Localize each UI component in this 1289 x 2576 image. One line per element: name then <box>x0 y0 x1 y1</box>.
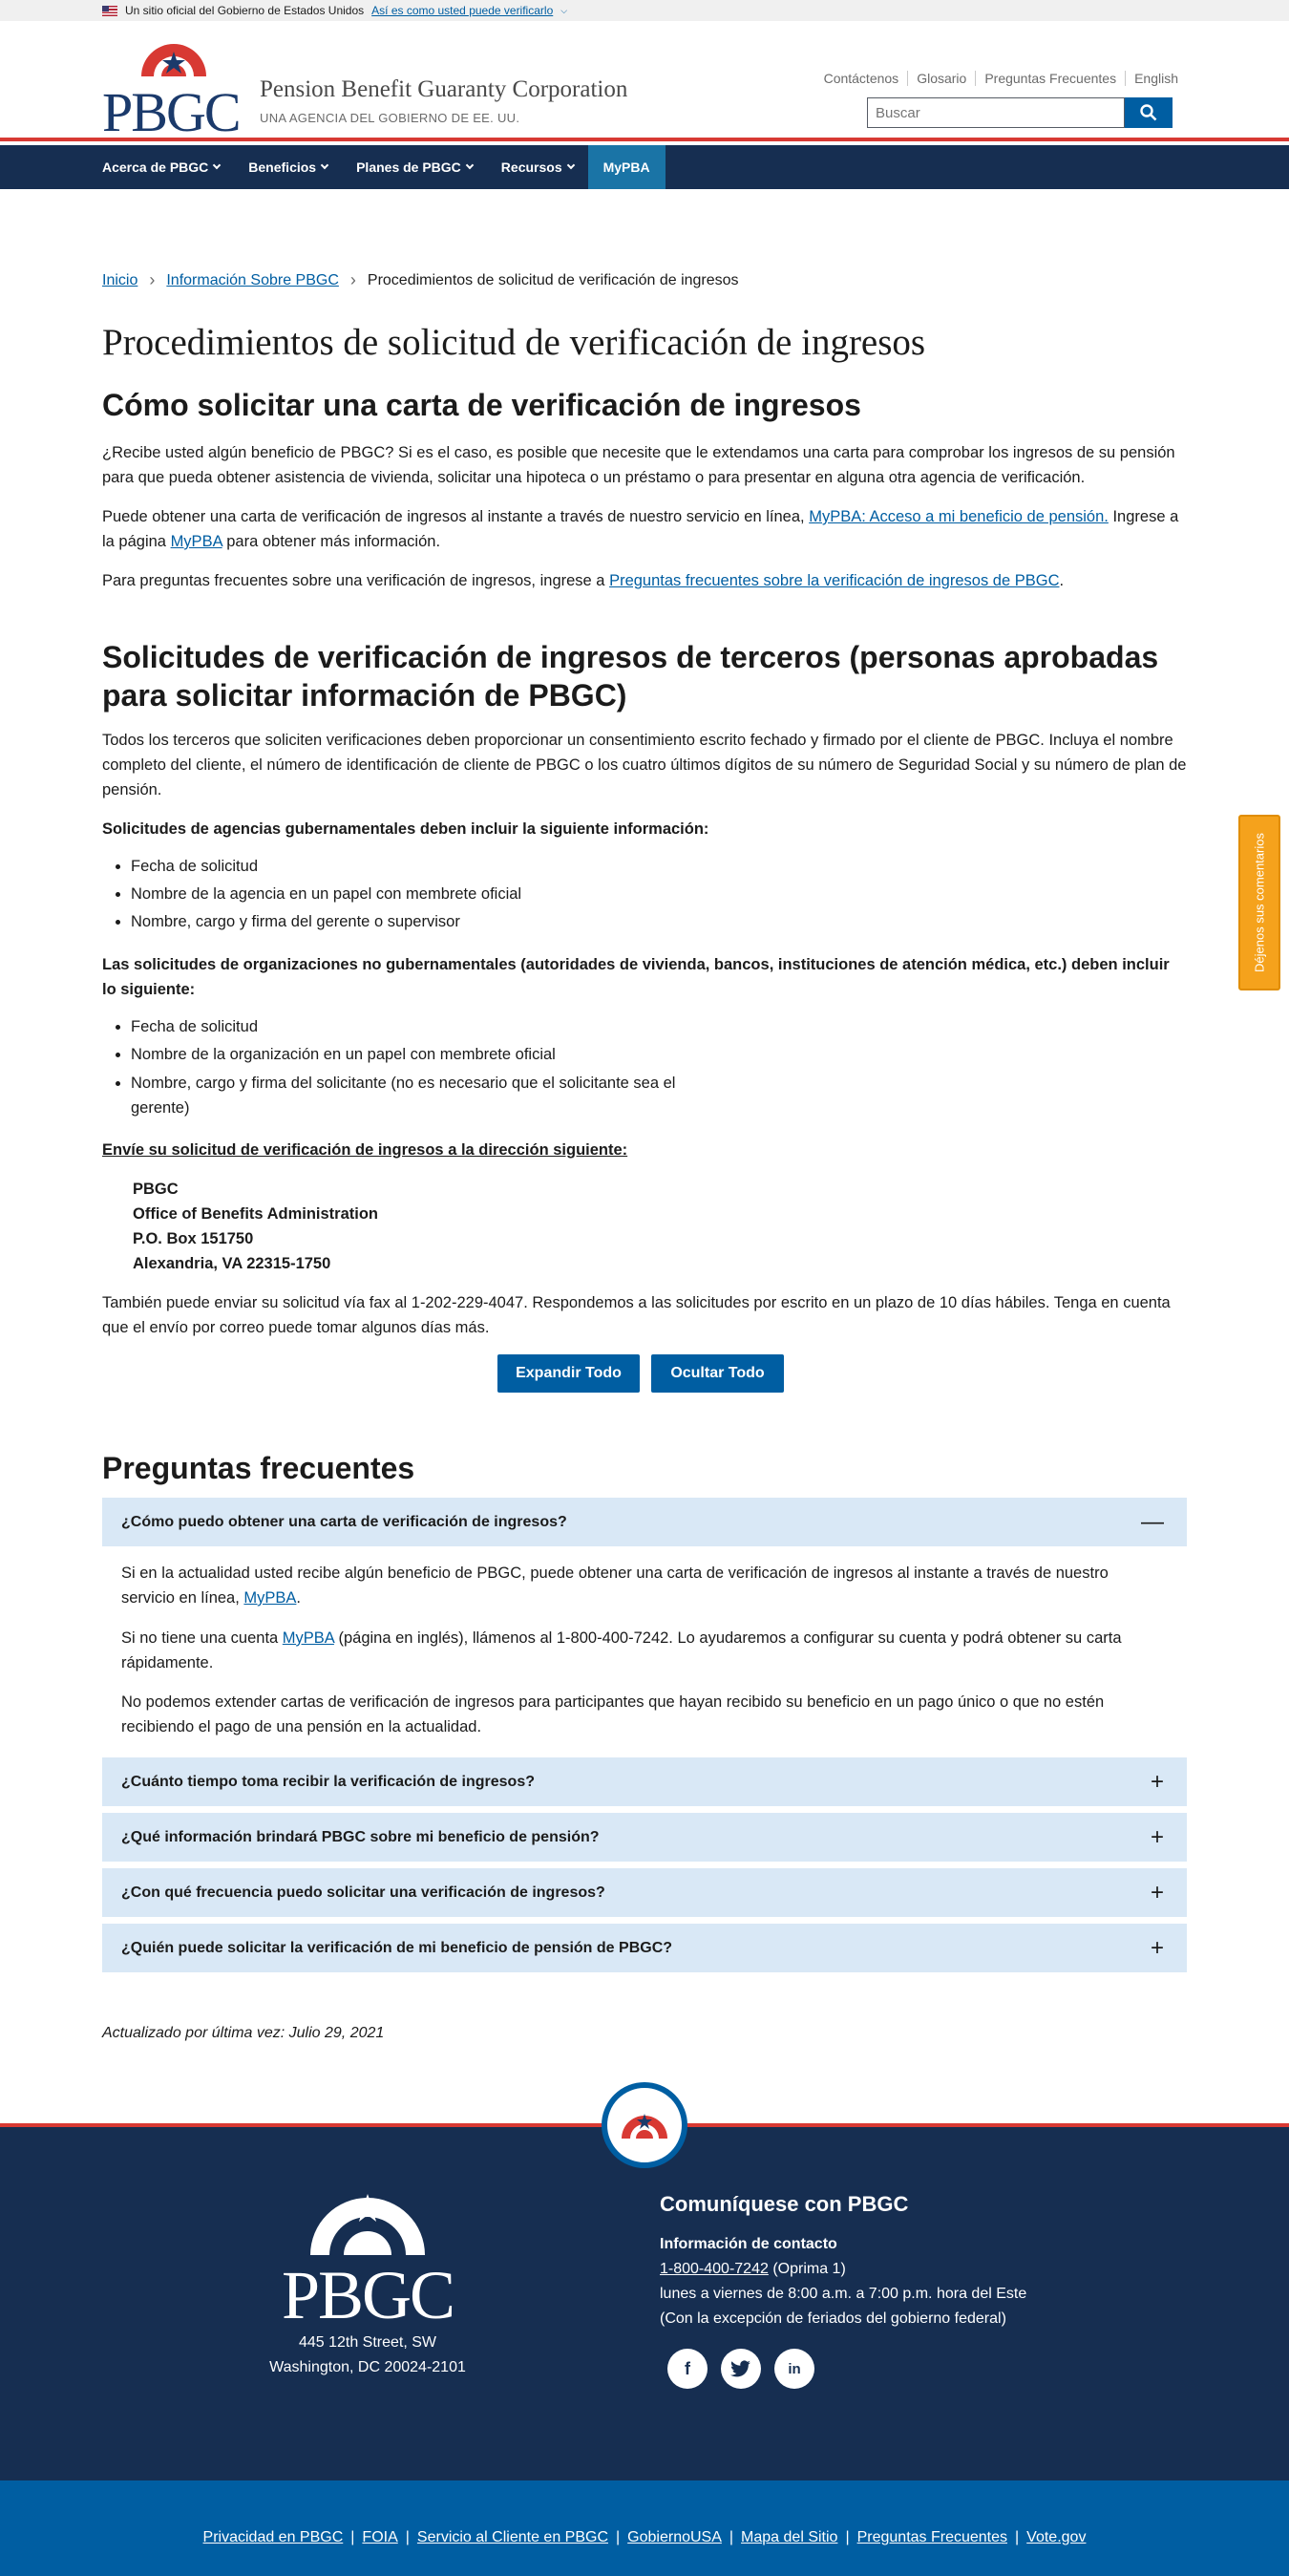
footer-logo-text: PBGC <box>281 2257 454 2333</box>
section-heading: Cómo solicitar una carta de verificación de ingresos <box>102 388 861 422</box>
nongov-requirements-label: Las solicitudes de organizaciones no gubernamentales (autoridades de vivienda, bancos, instituciones de atención médica, etc.) deben incluir lo siguiente: <box>102 956 1170 998</box>
send-address-label: Envíe su solicitud de verificación de ingresos a la dirección siguiente: <box>102 1141 628 1159</box>
nav-label: Acerca de PBGC <box>102 160 209 175</box>
gov-banner <box>0 0 1289 21</box>
agency-name[interactable]: Pension Benefit Guaranty Corporation <box>260 76 628 102</box>
paragraph <box>121 1626 1152 1675</box>
paragraph <box>121 1561 1152 1610</box>
footer-link-foia[interactable]: FOIA <box>362 2529 398 2545</box>
site-footer <box>0 2123 1289 2480</box>
footer-link-faq[interactable]: Preguntas Frecuentes <box>856 2529 1008 2545</box>
chevron-down-icon <box>466 161 474 169</box>
address-line: Alexandria, VA 22315-1750 <box>133 1255 331 1272</box>
nongov-requirements-list <box>131 1013 680 1120</box>
paragraph: Todos los terceros que soliciten verificaciones deben proporcionar un consentimiento escrito fechado y firmado por el cliente de PBGC. Incluya el nombre completo del cliente, el número de identificación de cliente de PBGC o los cuatro últimos dígitos de su número de Seguridad Social y su número de plan de pensión. <box>102 732 1187 798</box>
paragraph: No podemos extender cartas de verificación de ingresos para participantes que hayan recibido su beneficio en un pago único o que no estén recibiendo el pago de una pensión en la actualidad. <box>121 1693 1105 1735</box>
holidays-note: (Con la excepción de feriados del gobierno federal) <box>660 2310 1006 2327</box>
accordion-title: ¿Cómo puedo obtener una carta de verificación de ingresos? <box>121 1513 567 1530</box>
accordion-title: ¿Qué información brindará PBGC sobre mi beneficio de pensión? <box>121 1828 600 1845</box>
paragraph <box>102 568 1187 593</box>
accordion-title: ¿Con qué frecuencia puedo solicitar una verificación de ingresos? <box>121 1884 605 1901</box>
chevron-down-icon <box>213 161 221 169</box>
feedback-label: Déjenos sus comentarios <box>1252 833 1267 972</box>
phone-link[interactable]: 1-800-400-7242 <box>660 2261 769 2277</box>
us-flag-icon <box>102 6 117 16</box>
list-item: • Nombre de la organización en un papel con membrete oficial <box>131 1041 680 1069</box>
accordion-controls <box>497 1354 784 1393</box>
address-line: Office of Benefits Administration <box>133 1205 378 1223</box>
text: (página en inglés), llámenos al 1-800-400-7242. Lo ayudaremos a configurar su cuenta y podrá obtener su carta rápidamente. <box>121 1629 1122 1671</box>
breadcrumb <box>102 270 1187 290</box>
main-nav <box>0 145 1289 189</box>
feedback-tab[interactable] <box>1238 815 1280 990</box>
nav-label: Recursos <box>500 160 562 175</box>
nav-item-mypba[interactable] <box>588 145 666 189</box>
list-item: • Nombre, cargo y firma del gerente o supervisor <box>131 908 521 936</box>
search-button[interactable] <box>1125 97 1173 128</box>
footer-link-vote[interactable]: Vote.gov <box>1026 2529 1087 2545</box>
accordion-item[interactable] <box>102 1813 1187 1862</box>
chevron-down-icon[interactable]: ⌵ <box>560 5 568 15</box>
list-item: • Nombre de la agencia en un papel con membrete oficial <box>131 881 521 908</box>
chevron-down-icon <box>566 161 574 169</box>
gov-requirements-label: Solicitudes de agencias gubernamentales deben incluir la siguiente información: <box>102 820 709 838</box>
faq-heading: Preguntas frecuentes <box>102 1451 415 1485</box>
accordion-item[interactable] <box>102 1924 1187 1972</box>
util-link-faq[interactable]: Preguntas Frecuentes <box>975 71 1125 86</box>
text: para obtener más información. <box>222 533 441 550</box>
utility-links <box>815 71 1187 86</box>
text: . <box>296 1589 302 1607</box>
nav-label: MyPBA <box>602 160 650 175</box>
mypba-link[interactable]: MyPBA <box>282 1629 334 1647</box>
gov-banner-text: Un sitio oficial del Gobierno de Estados Unidos <box>125 4 365 17</box>
logo-text[interactable]: PBGC <box>102 81 240 143</box>
accordion-item[interactable] <box>102 1757 1187 1806</box>
nav-item-resources[interactable] <box>487 145 588 189</box>
site-header <box>0 21 1289 141</box>
text: Puede obtener una carta de verificación de ingresos al instante a través de nuestro servicio en línea, <box>102 508 810 525</box>
divider: | <box>405 2529 410 2545</box>
accordion-title: ¿Cuánto tiempo toma recibir la verificación de ingresos? <box>121 1773 535 1790</box>
footer-logo[interactable] <box>267 2190 468 2333</box>
footer-logo-mark-icon <box>267 2190 468 2257</box>
page-title: Procedimientos de solicitud de verificación de ingresos <box>102 322 926 363</box>
pbgc-mark-icon <box>618 2106 671 2144</box>
address-line: P.O. Box 151750 <box>133 1230 254 1247</box>
divider: | <box>350 2529 355 2545</box>
faq-income-link[interactable]: Preguntas frecuentes sobre la verificación de ingresos de PBGC <box>609 572 1060 589</box>
mailing-address <box>133 1177 378 1276</box>
contact-info <box>660 2232 1026 2331</box>
text: Para preguntas frecuentes sobre una verificación de ingresos, ingrese a <box>102 572 610 589</box>
text: Si no tiene una cuenta <box>121 1629 283 1647</box>
contact-label: Información de contacto <box>660 2236 837 2252</box>
minus-icon: — <box>1141 1508 1164 1535</box>
nav-label: Planes de PBGC <box>356 160 461 175</box>
footer-link-customer-service[interactable]: Servicio al Cliente en PBGC <box>416 2529 609 2545</box>
divider: | <box>729 2529 734 2545</box>
footer-address <box>239 2331 497 2380</box>
collapse-all-button[interactable]: Ocultar Todo <box>651 1354 784 1393</box>
section-heading: Solicitudes de verificación de ingresos de terceros (personas aprobadas para solicitar información de PBGC) <box>102 640 1159 713</box>
footer-badge-icon <box>602 2082 687 2168</box>
mypba-link[interactable]: MyPBA <box>170 533 222 550</box>
expand-all-button[interactable]: Expandir Todo <box>497 1354 640 1393</box>
search-form <box>867 97 1173 128</box>
util-link-glossary[interactable]: Glosario <box>907 71 975 86</box>
text: Si en la actualidad usted recibe algún beneficio de PBGC, puede obtener una carta de verificación de ingresos al instante a través de nuestro servicio en línea, <box>121 1565 1109 1607</box>
nav-item-benefits[interactable] <box>234 145 342 189</box>
chevron-right-icon: › <box>149 270 156 289</box>
search-input[interactable] <box>867 97 1125 128</box>
nav-item-plans[interactable] <box>342 145 487 189</box>
address-line: 445 12th Street, SW <box>298 2334 437 2351</box>
util-link-english[interactable]: English <box>1125 71 1187 86</box>
address-line: PBGC <box>133 1181 179 1198</box>
gov-requirements-list <box>131 853 521 936</box>
nav-label: Beneficios <box>248 160 317 175</box>
phone-line <box>660 2257 1026 2282</box>
list-item: • Fecha de solicitud <box>131 853 521 881</box>
mypba-access-link[interactable]: MyPBA: Acceso a mi beneficio de pensión. <box>809 508 1109 525</box>
list-item: • Nombre, cargo y firma del solicitante (no es necesario que el solicitante sea el gerente) <box>131 1071 680 1120</box>
social-links <box>667 2349 814 2389</box>
paragraph <box>102 504 1187 554</box>
linkedin-icon[interactable]: in <box>774 2349 814 2389</box>
gov-banner-link[interactable]: Así es como usted puede verificarlo <box>371 4 554 17</box>
last-updated: Actualizado por última vez: Julio 29, 2021 <box>102 2025 385 2041</box>
plus-icon: + <box>1150 1823 1164 1850</box>
plus-icon: + <box>1150 1768 1164 1795</box>
util-link-contact[interactable]: Contáctenos <box>823 71 899 86</box>
nav-item-about[interactable] <box>88 145 234 189</box>
footer-link-privacy[interactable]: Privacidad en PBGC <box>202 2529 344 2545</box>
hours: lunes a viernes de 8:00 a.m. a 7:00 p.m. hora del Este <box>660 2286 1027 2302</box>
twitter-icon[interactable] <box>721 2349 761 2389</box>
paragraph: También puede enviar su solicitud vía fax al 1-202-229-4047. Respondemos a las solicitudes por escrito en un plazo de 10 días hábiles. Tenga en cuenta que el envío por correo puede tomar algunos días más. <box>102 1294 1171 1336</box>
footer-bottom-bar <box>0 2480 1289 2576</box>
chevron-down-icon <box>321 161 328 169</box>
text: . <box>1059 572 1065 589</box>
footer-link-sitemap[interactable]: Mapa del Sitio <box>741 2529 838 2545</box>
accordion-item[interactable] <box>102 1868 1187 1917</box>
divider: | <box>845 2529 850 2545</box>
paragraph: ¿Recibe usted algún beneficio de PBGC? Si es el caso, es posible que necesite que le extendamos una carta para comprobar los ingresos de su pensión para que pueda obtener asistencia de vivienda, solicitar una hipoteca o un préstamo o para presentar en alguna otra agencia de verificación. <box>102 444 1175 486</box>
list-item: • Fecha de solicitud <box>131 1013 680 1041</box>
accordion-title: ¿Quién puede solicitar la verificación de mi beneficio de pensión de PBGC? <box>121 1939 673 1956</box>
breadcrumb-home[interactable]: Inicio <box>102 271 138 288</box>
search-icon <box>1140 104 1157 121</box>
footer-link-usagov[interactable]: GobiernoUSA <box>627 2529 722 2545</box>
chevron-right-icon: › <box>349 270 356 289</box>
footer-links <box>0 2529 1289 2546</box>
breadcrumb-parent[interactable]: Información Sobre PBGC <box>166 271 339 288</box>
text: (Oprima 1) <box>768 2261 846 2277</box>
divider: | <box>616 2529 621 2545</box>
agency-subtitle: UNA AGENCIA DEL GOBIERNO DE EE. UU. <box>260 111 520 125</box>
plus-icon: + <box>1150 1934 1164 1961</box>
mypba-link[interactable]: MyPBA <box>243 1589 297 1607</box>
text: Ingrese a la página <box>102 508 1179 550</box>
facebook-icon[interactable]: f <box>667 2349 708 2389</box>
address-line: Washington, DC 20024-2101 <box>269 2359 466 2375</box>
plus-icon: + <box>1150 1879 1164 1905</box>
accordion-item[interactable] <box>102 1498 1187 1546</box>
breadcrumb-current: Procedimientos de solicitud de verificación de ingresos <box>367 271 739 288</box>
contact-title: Comuníquese con PBGC <box>660 2192 909 2216</box>
divider: | <box>1015 2529 1020 2545</box>
